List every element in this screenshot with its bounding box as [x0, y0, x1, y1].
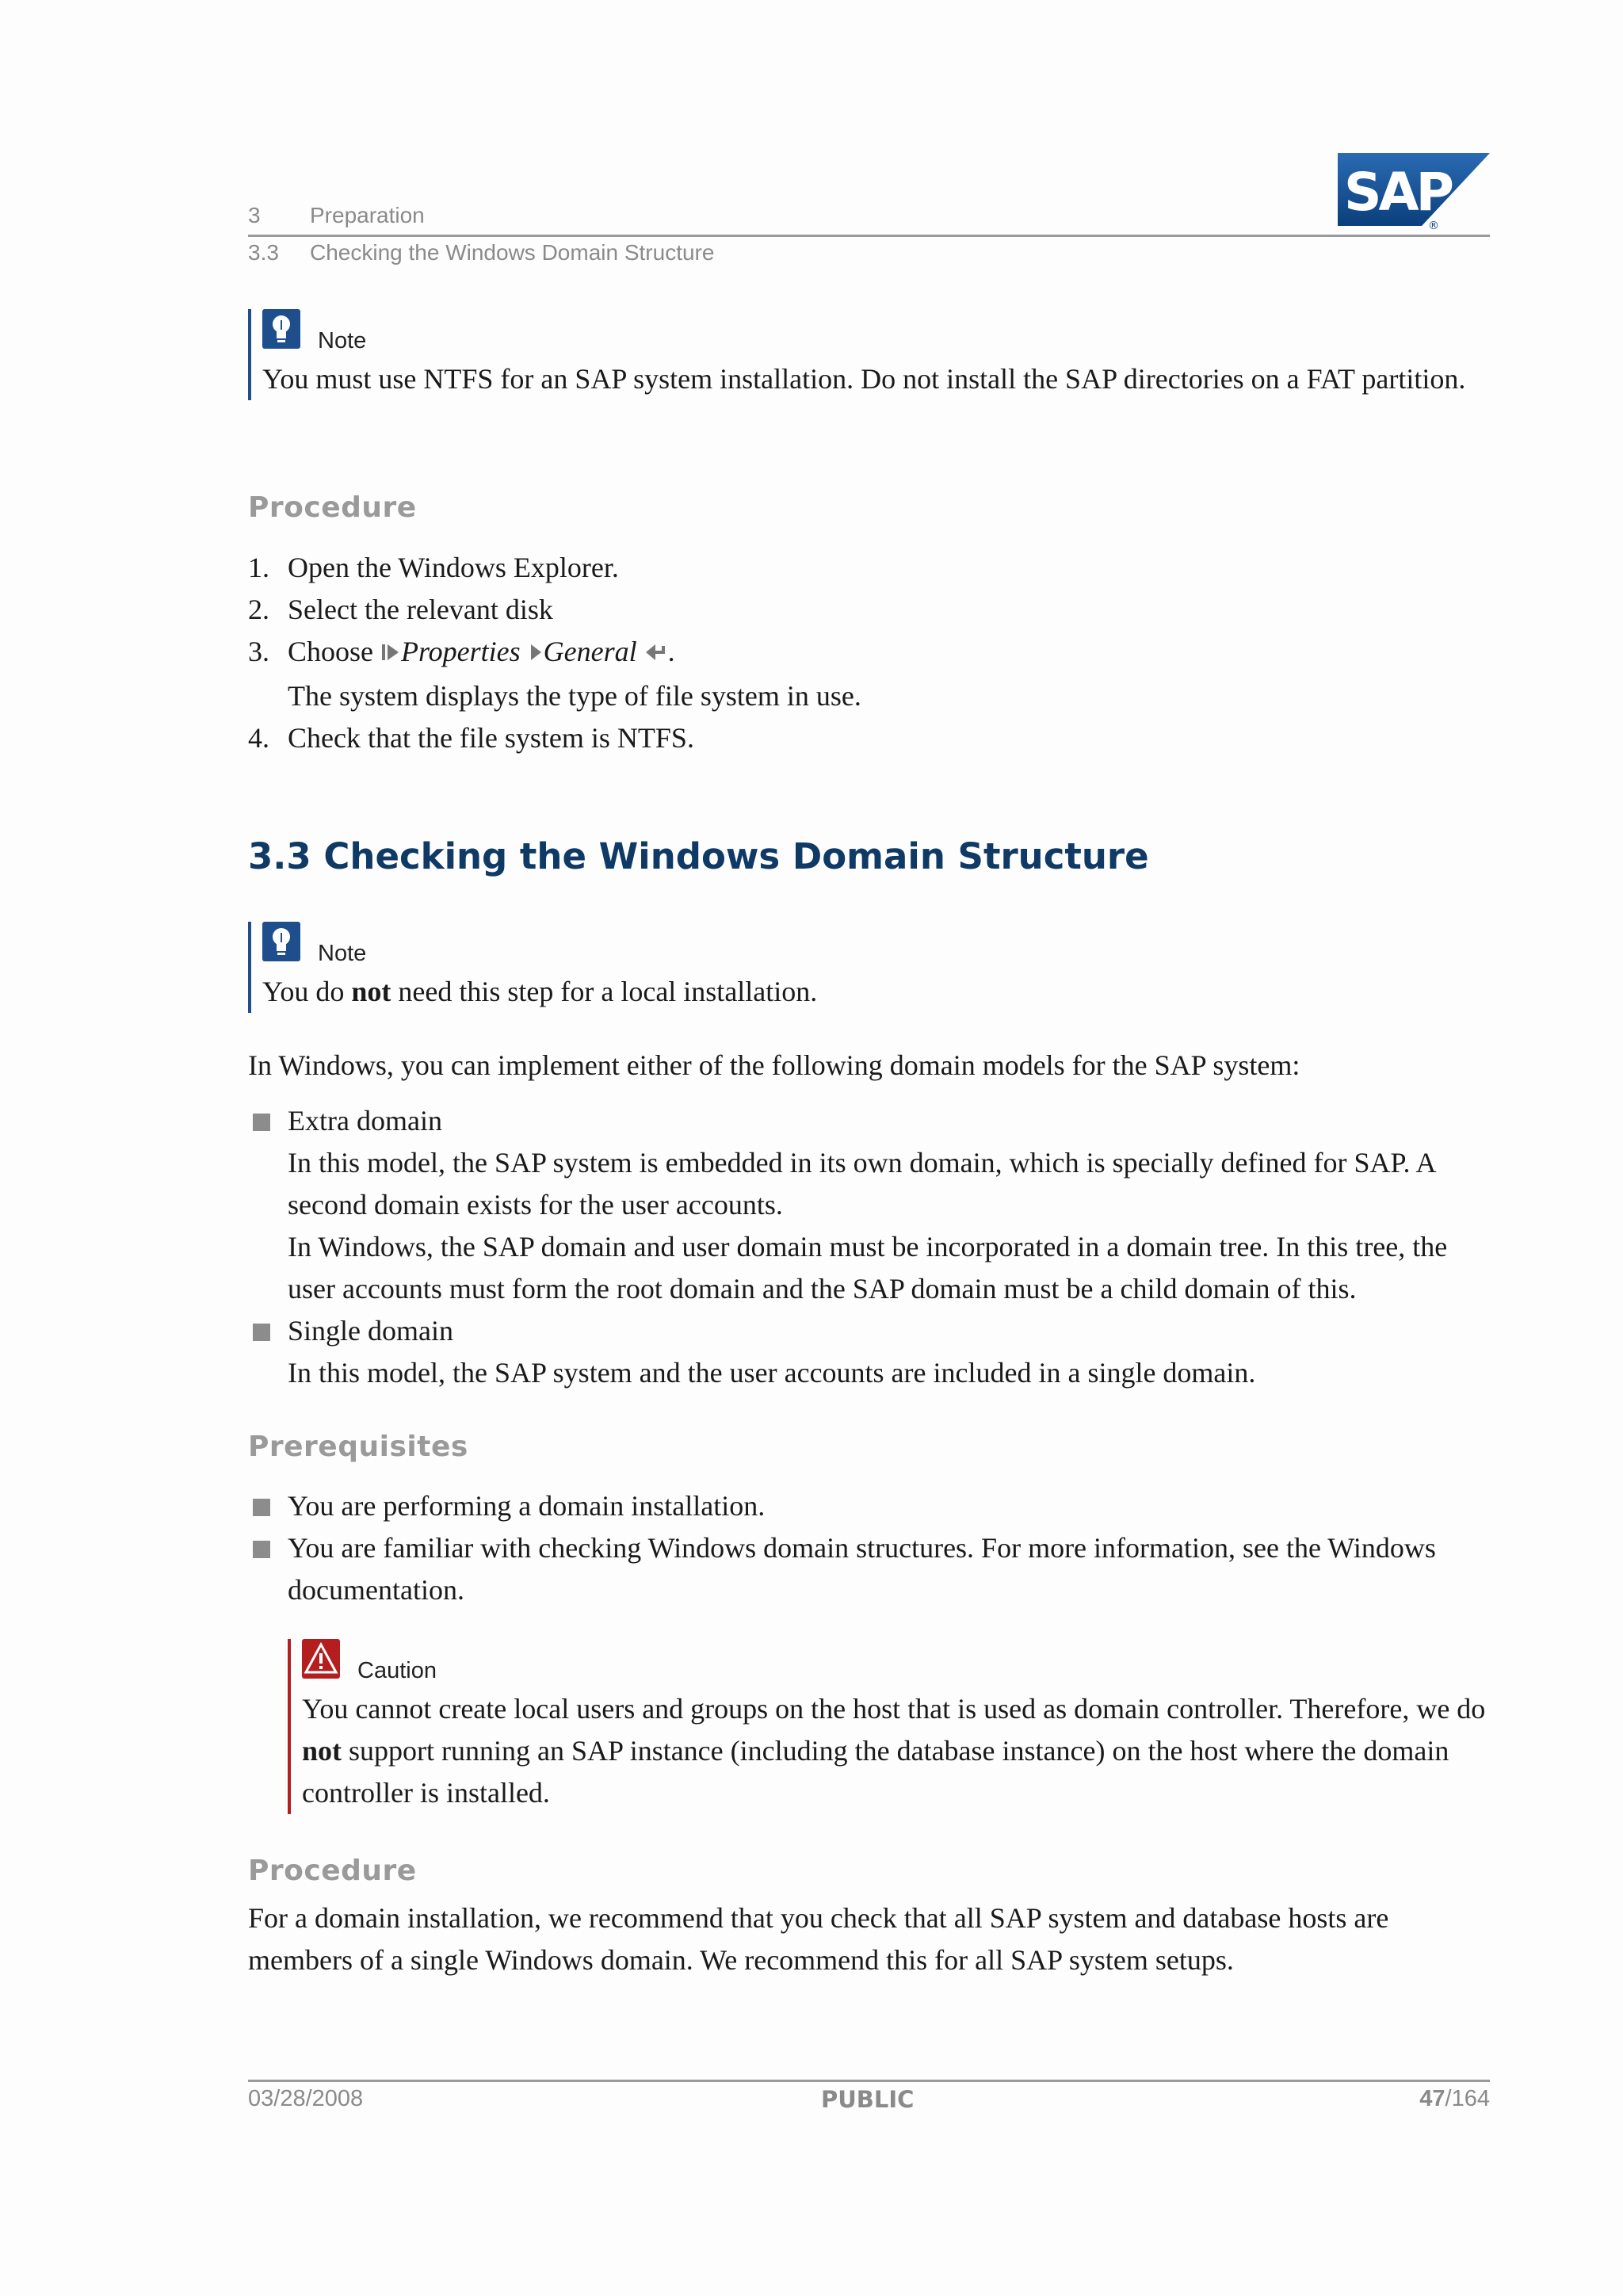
- menu-path-start-icon: [380, 633, 401, 675]
- note-text: You do not need this step for a local installation.: [262, 976, 818, 1007]
- footer-date: 03/28/2008: [248, 2086, 364, 2111]
- warning-icon: [302, 1639, 340, 1679]
- menu-path-properties: Properties: [401, 636, 521, 667]
- sap-logo-text: SAP: [1344, 162, 1451, 223]
- caution-text: You cannot create local users and groups on the host that is used as domain controller. Therefore, we do not support running an SAP instance (including the database instance) on the host where the domain controller is installed.: [302, 1693, 1486, 1809]
- procedure-heading-1: Procedure: [248, 491, 417, 524]
- footer-rule: [248, 2080, 1490, 2082]
- sap-logo-mark: ®: [1428, 220, 1439, 231]
- menu-path-separator-icon: [528, 633, 544, 675]
- model-description: In this model, the SAP system and the user accounts are included in a single domain.: [288, 1357, 1256, 1389]
- procedure-paragraph: For a domain installation, we recommend that you check that all SAP system and database hosts are members of a single Windows domain. We recommend this for all SAP system setups.: [248, 1902, 1389, 1976]
- bullet-square-icon: [253, 1114, 270, 1131]
- footer-page-number: 47/164: [1419, 2086, 1490, 2111]
- chapter-number: 3: [248, 203, 261, 227]
- model-description: In Windows, the SAP domain and user domain must be incorporated in a domain tree. In this tree, the user accounts must form the root domain and the SAP domain must be a child domain of this.: [288, 1231, 1448, 1305]
- header-chapter: [248, 203, 425, 228]
- section-number: 3.3: [248, 240, 279, 265]
- list-item: [248, 1100, 1492, 1310]
- note-label: Note: [318, 328, 367, 353]
- list-item: 2. Select the relevant disk: [248, 594, 553, 625]
- step-note: The system displays the type of file system in use.: [288, 680, 861, 712]
- step-text: Check that the file system is NTFS.: [288, 722, 694, 755]
- list-item: [248, 1310, 1492, 1394]
- bullet-square-icon: [253, 1541, 270, 1558]
- model-title: Single domain: [288, 1315, 453, 1347]
- menu-path-general: General: [543, 636, 637, 667]
- step-text: Select the relevant disk: [288, 594, 553, 625]
- footer-classification: PUBLIC: [821, 2086, 915, 2113]
- model-title: Extra domain: [288, 1105, 442, 1137]
- sap-logo: [1338, 153, 1490, 231]
- note-text: You must use NTFS for an SAP system installation. Do not install the SAP directories on a FAT partition.: [262, 363, 1466, 395]
- menu-path-end-icon: [644, 633, 668, 675]
- chapter-title: Preparation: [310, 203, 425, 227]
- list-item: You are familiar with checking Windows domain structures. For more information, see the Windows documentation.: [248, 1527, 1492, 1611]
- lightbulb-icon: [262, 922, 300, 961]
- note-label: Note: [318, 941, 367, 966]
- caution-box: [288, 1639, 1491, 1814]
- step-text: Open the Windows Explorer.: [288, 552, 619, 583]
- prerequisites-list: [248, 1485, 1492, 1611]
- prerequisites-heading: Prerequisites: [248, 1431, 468, 1463]
- section-title-header: Checking the Windows Domain Structure: [310, 240, 715, 265]
- header-rule: [248, 235, 1490, 237]
- bullet-square-icon: [253, 1499, 270, 1516]
- domain-model-list: [248, 1100, 1492, 1394]
- bullet-square-icon: [253, 1324, 270, 1341]
- caution-label: Caution: [357, 1658, 437, 1683]
- list-item: 3. Choose Properties General . The system displays the type of file system in use.: [248, 631, 1492, 717]
- list-item: 1. Open the Windows Explorer.: [248, 552, 619, 583]
- procedure-heading-2: Procedure: [248, 1855, 417, 1887]
- note-box-local: [248, 922, 1491, 1013]
- model-description: In this model, the SAP system is embedded in its own domain, which is specially defined for SAP. A second domain exists for the user accounts.: [288, 1147, 1435, 1221]
- section-title: 3.3 Checking the Windows Domain Structure: [248, 835, 1149, 877]
- note-box-ntfs: [248, 309, 1491, 400]
- intro-paragraph: In Windows, you can implement either of the following domain models for the SAP system:: [248, 1049, 1300, 1081]
- list-item: 4. Check that the file system is NTFS.: [248, 722, 694, 755]
- list-item: You are performing a domain installation.: [248, 1485, 1492, 1527]
- step-prefix: Choose: [288, 636, 373, 667]
- procedure-steps-1: [248, 547, 1492, 759]
- lightbulb-icon: [262, 309, 300, 349]
- header-section: [248, 240, 714, 266]
